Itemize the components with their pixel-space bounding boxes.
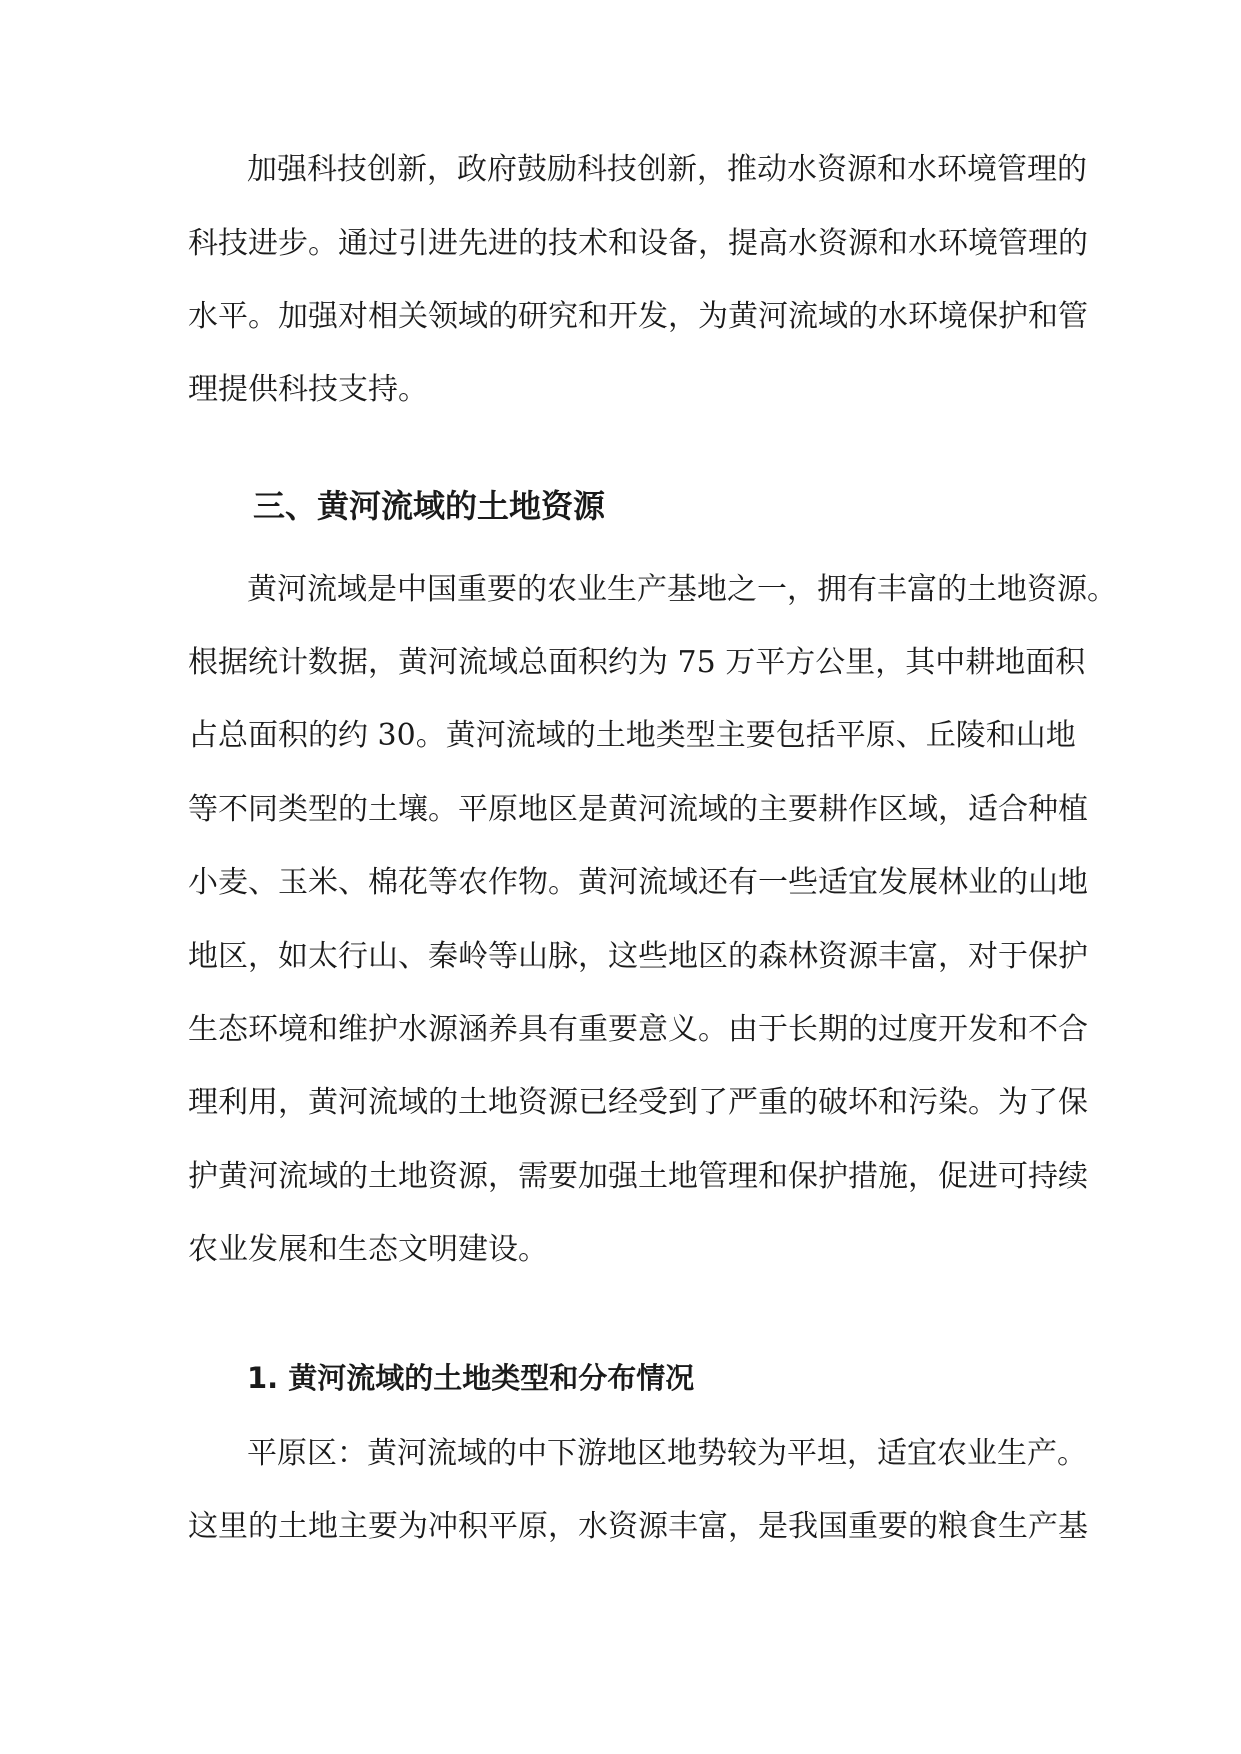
paragraph-line: 等不同类型的土壤。平原地区是黄河流域的主要耕作区域，适合种植 (188, 792, 1088, 827)
subsection-heading: 1. 黄河流域的土地类型和分布情况 (247, 1361, 695, 1395)
paragraph-line: 根据统计数据，黄河流域总面积约为 75 万平方公里，其中耕地面积 (188, 645, 1086, 680)
paragraph-line: 占总面积的约 30。黄河流域的土地类型主要包括平原、丘陵和山地 (188, 718, 1076, 753)
section-heading: 三、黄河流域的土地资源 (253, 487, 606, 525)
paragraph-line: 护黄河流域的土地资源，需要加强土地管理和保护措施，促进可持续 (188, 1159, 1088, 1194)
paragraph-line: 地区，如太行山、秦岭等山脉，这些地区的森林资源丰富，对于保护 (188, 939, 1088, 974)
paragraph-line: 生态环境和维护水源涵养具有重要意义。由于长期的过度开发和不合 (188, 1012, 1088, 1047)
paragraph-line: 水平。加强对相关领域的研究和开发，为黄河流域的水环境保护和管 (188, 299, 1088, 334)
paragraph-line: 理提供科技支持。 (188, 372, 428, 407)
paragraph-line: 小麦、玉米、棉花等农作物。黄河流域还有一些适宜发展林业的山地 (188, 865, 1088, 900)
paragraph-line: 农业发展和生态文明建设。 (188, 1232, 548, 1267)
paragraph-line: 平原区：黄河流域的中下游地区地势较为平坦，适宜农业生产。 (247, 1436, 1087, 1471)
paragraph-line: 理利用，黄河流域的土地资源已经受到了严重的破坏和污染。为了保 (188, 1085, 1088, 1120)
paragraph-line: 黄河流域是中国重要的农业生产基地之一，拥有丰富的土地资源。 (247, 572, 1117, 607)
paragraph-line: 这里的土地主要为冲积平原，水资源丰富，是我国重要的粮食生产基 (188, 1509, 1088, 1544)
paragraph-line: 加强科技创新，政府鼓励科技创新，推动水资源和水环境管理的 (247, 152, 1087, 187)
paragraph-line: 科技进步。通过引进先进的技术和设备，提高水资源和水环境管理的 (188, 226, 1088, 261)
